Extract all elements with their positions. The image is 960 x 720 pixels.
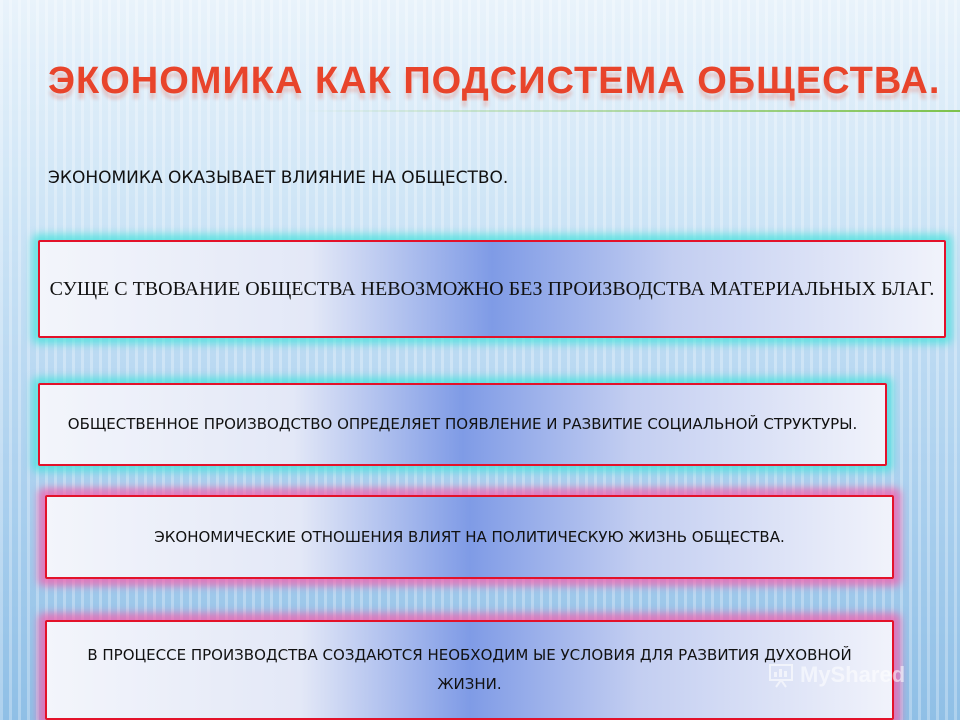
- statement-text-3: ЭКОНОМИЧЕСКИЕ ОТНОШЕНИЯ ВЛИЯТ НА ПОЛИТИЧЕСКУЮ ЖИЗНЬ ОБЩЕСТВА.: [154, 528, 785, 546]
- watermark-logo: [768, 662, 905, 688]
- statement-box-3: [45, 495, 894, 579]
- title-underline: [300, 110, 960, 112]
- statement-box-2: [38, 383, 887, 466]
- watermark-text: MyShared: [800, 662, 906, 687]
- statement-text-1: СУЩЕ С ТВОВАНИЕ ОБЩЕСТВА НЕВОЗМОЖНО БЕЗ ПРОИЗВОДСТВА МАТЕРИАЛЬНЫХ БЛАГ.: [49, 277, 935, 300]
- statement-text-2: ОБЩЕСТВЕННОЕ ПРОИЗВОДСТВО ОПРЕДЕЛЯЕТ ПОЯВЛЕНИЕ И РАЗВИТИЕ СОЦИАЛЬНОЙ СТРУКТУРЫ.: [67, 415, 858, 433]
- statement-text-4: В ПРОЦЕССЕ ПРОИЗВОДСТВА СОЗДАЮТСЯ НЕОБХОДИМ ЫЕ УСЛОВИЯ ДЛЯ РАЗВИТИЯ ДУХОВНОЙ ЖИЗНИ.: [87, 646, 852, 693]
- presentation-icon: [768, 662, 794, 688]
- slide-title: ЭКОНОМИКА КАК ПОДСИСТЕМА ОБЩЕСТВА.: [48, 60, 941, 102]
- statement-box-4: [45, 620, 894, 720]
- slide-subtitle: ЭКОНОМИКА ОКАЗЫВАЕТ ВЛИЯНИЕ НА ОБЩЕСТВО.: [48, 168, 509, 188]
- statement-box-1: [38, 240, 946, 338]
